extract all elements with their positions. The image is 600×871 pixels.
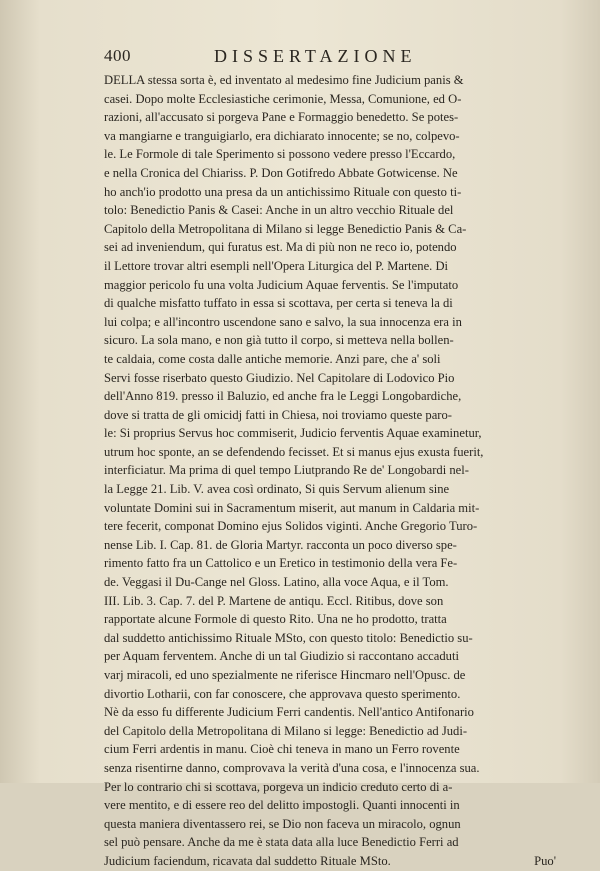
text-line: dell'Anno 819. presso il Baluzio, ed anche fra le Leggi Longobardiche, [104,389,462,404]
text-line: le. Le Formole di tale Sperimento si possono vedere presso l'Eccardo, [104,147,456,162]
text-line: vere mentito, e di essere reo del delitto impostogli. Quanti innocenti in [104,798,460,813]
catchword: Puo' [534,853,556,868]
text-line: tolo: Benedictio Panis & Casei: Anche in un altro vecchio Rituale del [104,203,454,218]
text-line: va mangiarne e tranguigiarlo, era dichiarato innocente; se no, colpevo- [104,128,460,143]
text-line: sei ad inveniendum, qui furatus est. Ma di più non ne reco io, potendo [104,240,457,255]
page-number: 400 [104,46,131,65]
text-line: e nella Cronica del Chiariss. P. Don Gotifredo Abbate Gotwicense. Ne [104,165,458,180]
text-line: de. Veggasi il Du-Cange nel Gloss. Latino, alla voce Aqua, e il Tom. [104,575,449,590]
text-line: interficiatur. Ma prima di quel tempo Liutprando Re de' Longobardi nel- [104,463,469,478]
text-line: voluntate Domini sui in Sacramentum miserit, aut manum in Caldaria mit- [104,500,480,515]
text-line: lui colpa; e all'incontro uscendone sano e salvo, la sua innocenza era in [104,314,462,329]
text-line: sicuro. La sola mano, e non già tutto il corpo, si metteva nella bollen- [104,333,454,348]
last-line-text: Judicium faciendum, ricavata dal suddetto Rituale MSto. [104,853,391,868]
text-line: utrum hoc sponte, an se defendendo fecisset. Et si manus ejus exusta fuerit, [104,444,484,459]
text-line: le: Si proprius Servus hoc commiserit, Judicio ferventis Aquae examinetur, [104,426,482,441]
text-line: Nè da esso fu differente Judicium Ferri candentis. Nell'antico Antifonario [104,705,474,720]
text-line: dal suddetto antichissimo Rituale MSto, con questo titolo: Benedictio su- [104,630,473,645]
text-line: Per lo contrario chi si scottava, porgeva un indicio creduto certo di a- [104,779,453,794]
text-line: divortio Lotharii, con far conoscere, che approvava questo sperimento. [104,686,461,701]
text-line: per Aquam ferventem. Anche di un tal Giudizio si raccontano accaduti [104,649,459,664]
text-line: varj miracoli, ed uno spezialmente ne riferisce Hincmaro nell'Opusc. de [104,668,466,682]
text-line: Capitolo della Metropolitana di Milano si legge Benedictio Panis & Ca- [104,221,467,236]
page-header [104,46,524,70]
last-text-line [104,852,556,871]
text-line: tere fecerit, componat Domino ejus Solidos viginti. Anche Gregorio Turo- [104,519,478,534]
text-line: rapportate alcune Formole di questo Rito. Una ne ho prodotto, tratta [104,612,447,627]
text-line: questa maniera diventassero rei, se Dio non faceva un miracolo, ognun [104,816,461,831]
text-line: nense Lib. I. Cap. 81. de Gloria Martyr. racconta un poco diverso spe- [104,537,457,552]
text-line: sel può pensare. Anche da me è stata data alla luce Benedictio Ferri ad [104,835,459,850]
text-line: Servi fosse riserbato questo Giudizio. Nel Capitolare di Lodovico Pio [104,370,455,385]
text-line: la Legge 21. Lib. V. avea così ordinato, Si quis Servum alienum sine [104,482,450,497]
text-line: del Capitolo della Metropolitana di Milano si legge: Benedictio ad Judi- [104,723,468,738]
text-line: di qualche misfatto tuffato in essa si scottava, per certa si teneva la di [104,296,453,311]
text-line: casei. Dopo molte Ecclesiastiche cerimonie, Messa, Comunione, ed O- [104,91,462,106]
running-head: DISSERTAZIONE [214,46,417,66]
text-line: cium Ferri ardentis in manu. Cioè chi teneva in mano un Ferro rovente [104,742,460,757]
text-line: il Lettore trovar altri esempli nell'Opera Liturgica del P. Martene. Di [104,258,449,273]
text-line: DELLA stessa sorta è, ed inventato al medesimo fine Judicium panis & [104,73,464,87]
text-line: III. Lib. 3. Cap. 7. del P. Martene de antiqu. Eccl. Ritibus, dove son [104,593,444,608]
text-line: dove si tratta de gli omicidj fatti in Chiesa, noi troviamo queste paro- [104,407,452,422]
text-line: maggior pericolo fu una volta Judicium Aquae ferventis. Se l'imputato [104,277,459,292]
body-text [104,71,556,871]
text-line: senza risentirne danno, comprovava la verità d'una cosa, e l'innocenza sua. [104,760,480,775]
text-line: ho anch'io prodotto una presa da un antichissimo Rituale con questo ti- [104,184,462,199]
text-line: rimento fatto fra un Cattolico e un Eretico in testimonio della vera Fe- [104,556,458,571]
text-line: razioni, all'accusato si porgeva Pane e Formaggio benedetto. Se potes- [104,110,459,125]
text-line: te caldaia, come costa dalle antiche memorie. Anzi pare, che a' soli [104,351,441,366]
